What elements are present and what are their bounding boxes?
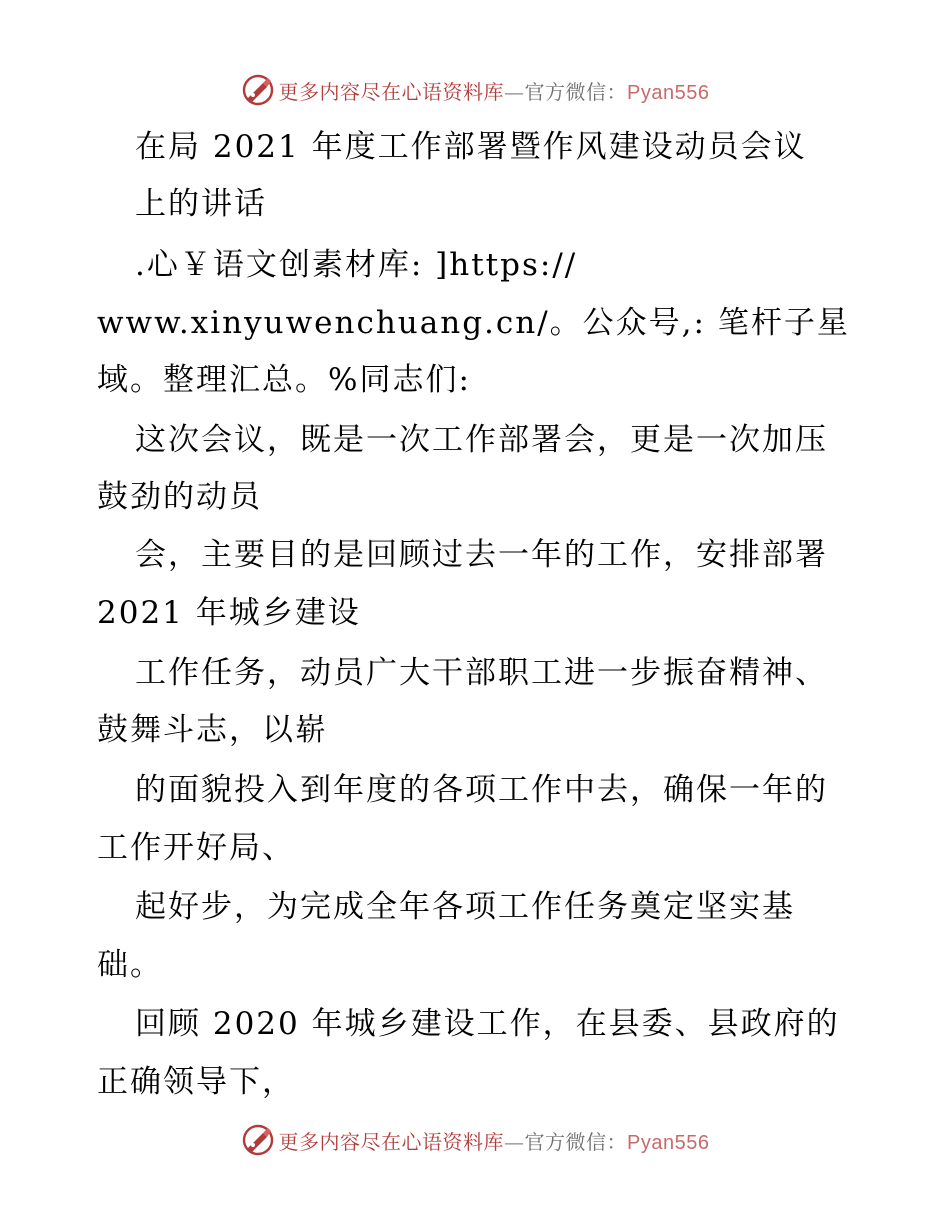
- title-line-2: 上的讲话: [135, 186, 267, 222]
- banner-text: [279, 76, 710, 105]
- banner-text: [279, 1126, 710, 1155]
- footer-banner: [0, 1120, 950, 1160]
- banner-dash: —: [504, 1129, 525, 1154]
- banner-dash: —: [504, 79, 525, 104]
- source-line-1: .心￥语文创素材库: ]https://: [135, 247, 578, 283]
- paragraph-line: 这次会议，既是一次工作部署会，更是一次加压: [135, 422, 828, 458]
- header-banner: [0, 70, 950, 110]
- paragraph-line: 工作任务，动员广大干部职工进一步振奋精神、: [135, 655, 828, 691]
- paragraph-line: 础。: [97, 947, 163, 983]
- source-line-2: www.xinyuwenchuang.cn/。公众号,: 笔杆子星: [97, 305, 850, 341]
- paragraph-line: 工作开好局、: [97, 830, 295, 866]
- paragraph-line: 2021 年城乡建设: [97, 595, 361, 631]
- paragraph-line: 回顾 2020 年城乡建设工作，在县委、县政府的: [135, 1006, 840, 1042]
- pen-logo-icon: [241, 1123, 275, 1157]
- paragraph-line: 鼓劲的动员: [97, 479, 262, 515]
- banner-main-text: 更多内容尽在心语资料库: [278, 79, 505, 104]
- banner-wechat-id: Pyan556: [627, 81, 710, 104]
- paragraph-line: 会，主要目的是回顾过去一年的工作，安排部署: [135, 537, 828, 573]
- banner-wechat-id: Pyan556: [627, 1131, 710, 1154]
- paragraph-line: 起好步，为完成全年各项工作任务奠定坚实基: [135, 889, 795, 925]
- paragraph-line: 正确领导下，: [97, 1064, 295, 1100]
- pen-logo-icon: [241, 73, 275, 107]
- banner-main-text: 更多内容尽在心语资料库: [278, 1129, 505, 1154]
- title-line-1: 在局 2021 年度工作部署暨作风建设动员会议: [135, 129, 807, 165]
- banner-official-text: 官方微信：: [524, 1129, 628, 1154]
- paragraph-line: 鼓舞斗志，以崭: [97, 712, 328, 748]
- banner-official-text: 官方微信：: [524, 79, 628, 104]
- paragraph-line: 的面貌投入到年度的各项工作中去，确保一年的: [135, 772, 828, 808]
- source-line-3: 域。整理汇总。%同志们:: [97, 362, 471, 398]
